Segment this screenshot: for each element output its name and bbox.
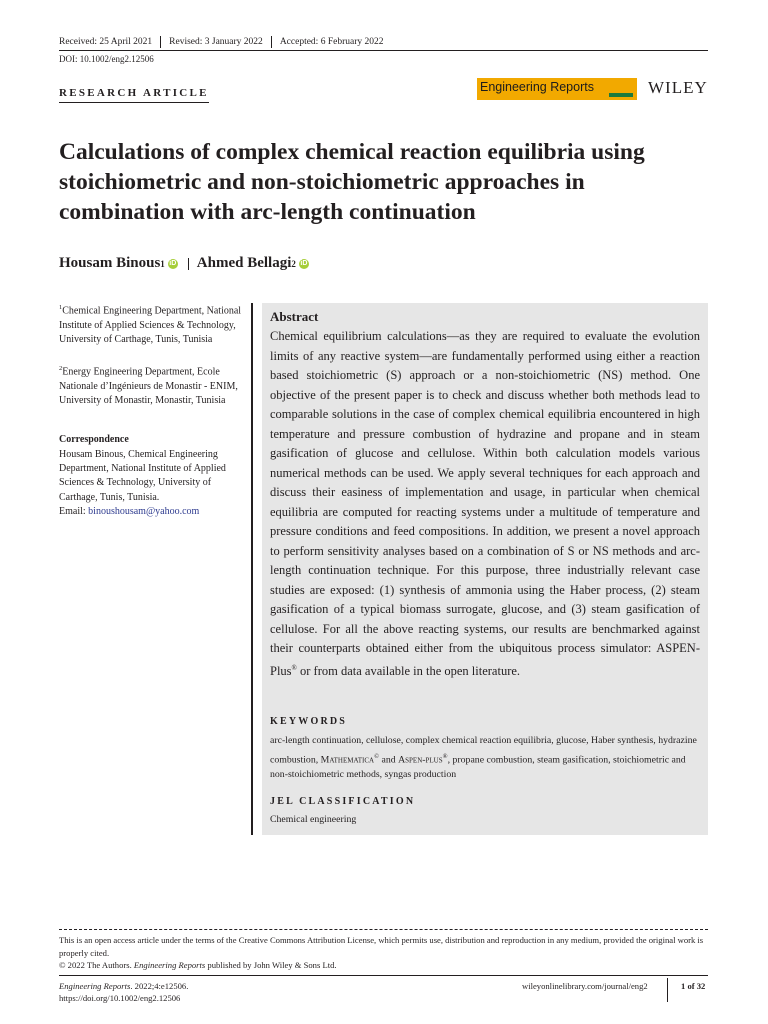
doi-link[interactable]: https://doi.org/10.1002/eng2.12506 [59,993,181,1003]
author-affil-number: 2 [291,258,296,269]
journal-site-link[interactable]: wileyonlinelibrary.com/journal/eng2 [522,981,648,991]
abstract-body [270,327,700,681]
copyright-mark: © [374,752,380,760]
jel-text: Chemical engineering [270,814,357,825]
footer-dashed-rule [59,929,708,930]
column-divider [251,303,253,835]
orcid-icon[interactable]: iD [169,259,177,267]
keywords-text [270,733,702,783]
email-label: Email: [59,505,86,517]
abstract-text: Chemical equilibrium calculations—as they are required to evaluate the evolution limits of any reactive system—are fundamentally performed using either a reaction based stoichiometric (S) approach or a non-stoichiometric (NS) method. One objective of the present paper is to check and discuss whether both methods lead to comparable solutions in the case of complex chemical equilibria encountered in high temperature and pressure combustion of hydrazine and propane and in steam gasification of glucose and cellulose. Within both calculation models various numerical methods can be used. We apply several techniques for each approach and discuss their easiness of implementation and usage, in particular when chemical equilibria are computed for reacting systems under a multitude of temperature and pressure conditions and feed compositions. In addition, we present a novel approach to perform sensitivity analyses based on a combination of S or NS methods and arc-length continuation technique. For this purpose, three industrially relevant case studies are exposed: (1) synthesis of ammonia using the Haber process, (2) steam gasification of a typical biomass surrogate, glucose, and (3) steam gasification of cellulose. For all the above reacting systems, our results are benchmarked against their counterparts obtained either from the ubiquitous process simulator: ASPEN-Plus [270,329,700,678]
journal-logo[interactable] [477,78,637,100]
revised-date: Revised: 3 January 2022 [160,36,271,48]
journal-logo-tag [609,93,633,97]
top-rule [59,50,708,51]
affiliation-number: 1 [59,304,63,311]
journal-logo-text: Engineering Reports [480,80,594,94]
doi[interactable]: DOI: 10.1002/eng2.12506 [59,54,154,64]
keyword-aspen: Aspen-plus [398,753,443,765]
keywords-heading: KEYWORDS [270,716,348,727]
affiliation-number: 2 [59,365,63,372]
abstract-heading: Abstract [270,309,319,324]
accepted-date: Accepted: 6 February 2022 [271,36,392,48]
author-list [59,255,309,272]
article-type: RESEARCH ARTICLE [59,87,209,103]
orcid-icon[interactable]: iD [300,259,308,267]
keywords-and: and [379,753,399,765]
copyright-line [59,960,337,970]
author-name[interactable]: Ahmed Bellagi [196,255,292,271]
journal-citation [59,981,188,991]
correspondence-block [59,448,249,519]
correspondence-text: Housam Binous, Chemical Engineering Department, National Institute of Applied Sciences & Technology, University of Carthage, Tunis, Tunisia. [59,449,226,503]
jel-heading: JEL CLASSIFICATION [270,796,416,807]
correspondence-heading: Correspondence [59,434,129,445]
journal-volume: . 2022;4:e12506. [130,981,189,991]
affiliation-text: Chemical Engineering Department, National Institute of Applied Sciences & Technology, University of Carthage, Tunis, Tunisia [59,305,242,345]
abstract-text-end: or from data available in the open literature. [296,663,521,678]
received-date: Received: 25 April 2021 [59,37,153,47]
copyright-prefix: © 2022 The Authors. [59,960,134,970]
affiliation [59,362,245,408]
registered-mark: ® [291,663,297,672]
copyright-suffix: published by John Wiley & Sons Ltd. [205,960,337,970]
publisher-logo[interactable]: WILEY [648,78,708,97]
keyword-mathematica: Mathematica [320,753,375,765]
affiliation [59,301,245,347]
footer-rule [59,975,708,976]
keywords-part: arc-length continuation, cellulose, complex chemical reaction equilibria, glucose, Haber synthesis, hydrazine combustion, [270,735,697,765]
license-notice: This is an open access article under the terms of the Creative Commons Attribution License, which permits use, distribution and reproduction in any medium, provided the original work is properly cited. [59,935,704,958]
author-separator [188,258,189,270]
footer-separator [667,978,668,1002]
paper-title: Calculations of complex chemical reaction equilibria using stoichiometric and non-stoichiometric approaches in combination with arc-length continuation [59,139,645,225]
registered-mark: ® [442,752,448,760]
affiliation-text: Energy Engineering Department, Ecole Nationale d’Ingénieurs de Monastir - ENIM, University of Monastir, Monastir, Tunisia [59,366,238,406]
author-affil-number: 1 [160,258,165,269]
journal-name: Engineering Reports [59,981,131,991]
keywords-part: , propane combustion, steam gasification, stoichiometric and non-stoichiometric methods, syngas production [270,753,686,781]
page-number: 1 of 32 [681,981,706,991]
dates-line [59,36,392,48]
copyright-journal: Engineering Reports [133,960,206,970]
email-link[interactable]: binoushousam@yahoo.com [88,505,200,517]
author-name[interactable]: Housam Binous [59,255,161,271]
